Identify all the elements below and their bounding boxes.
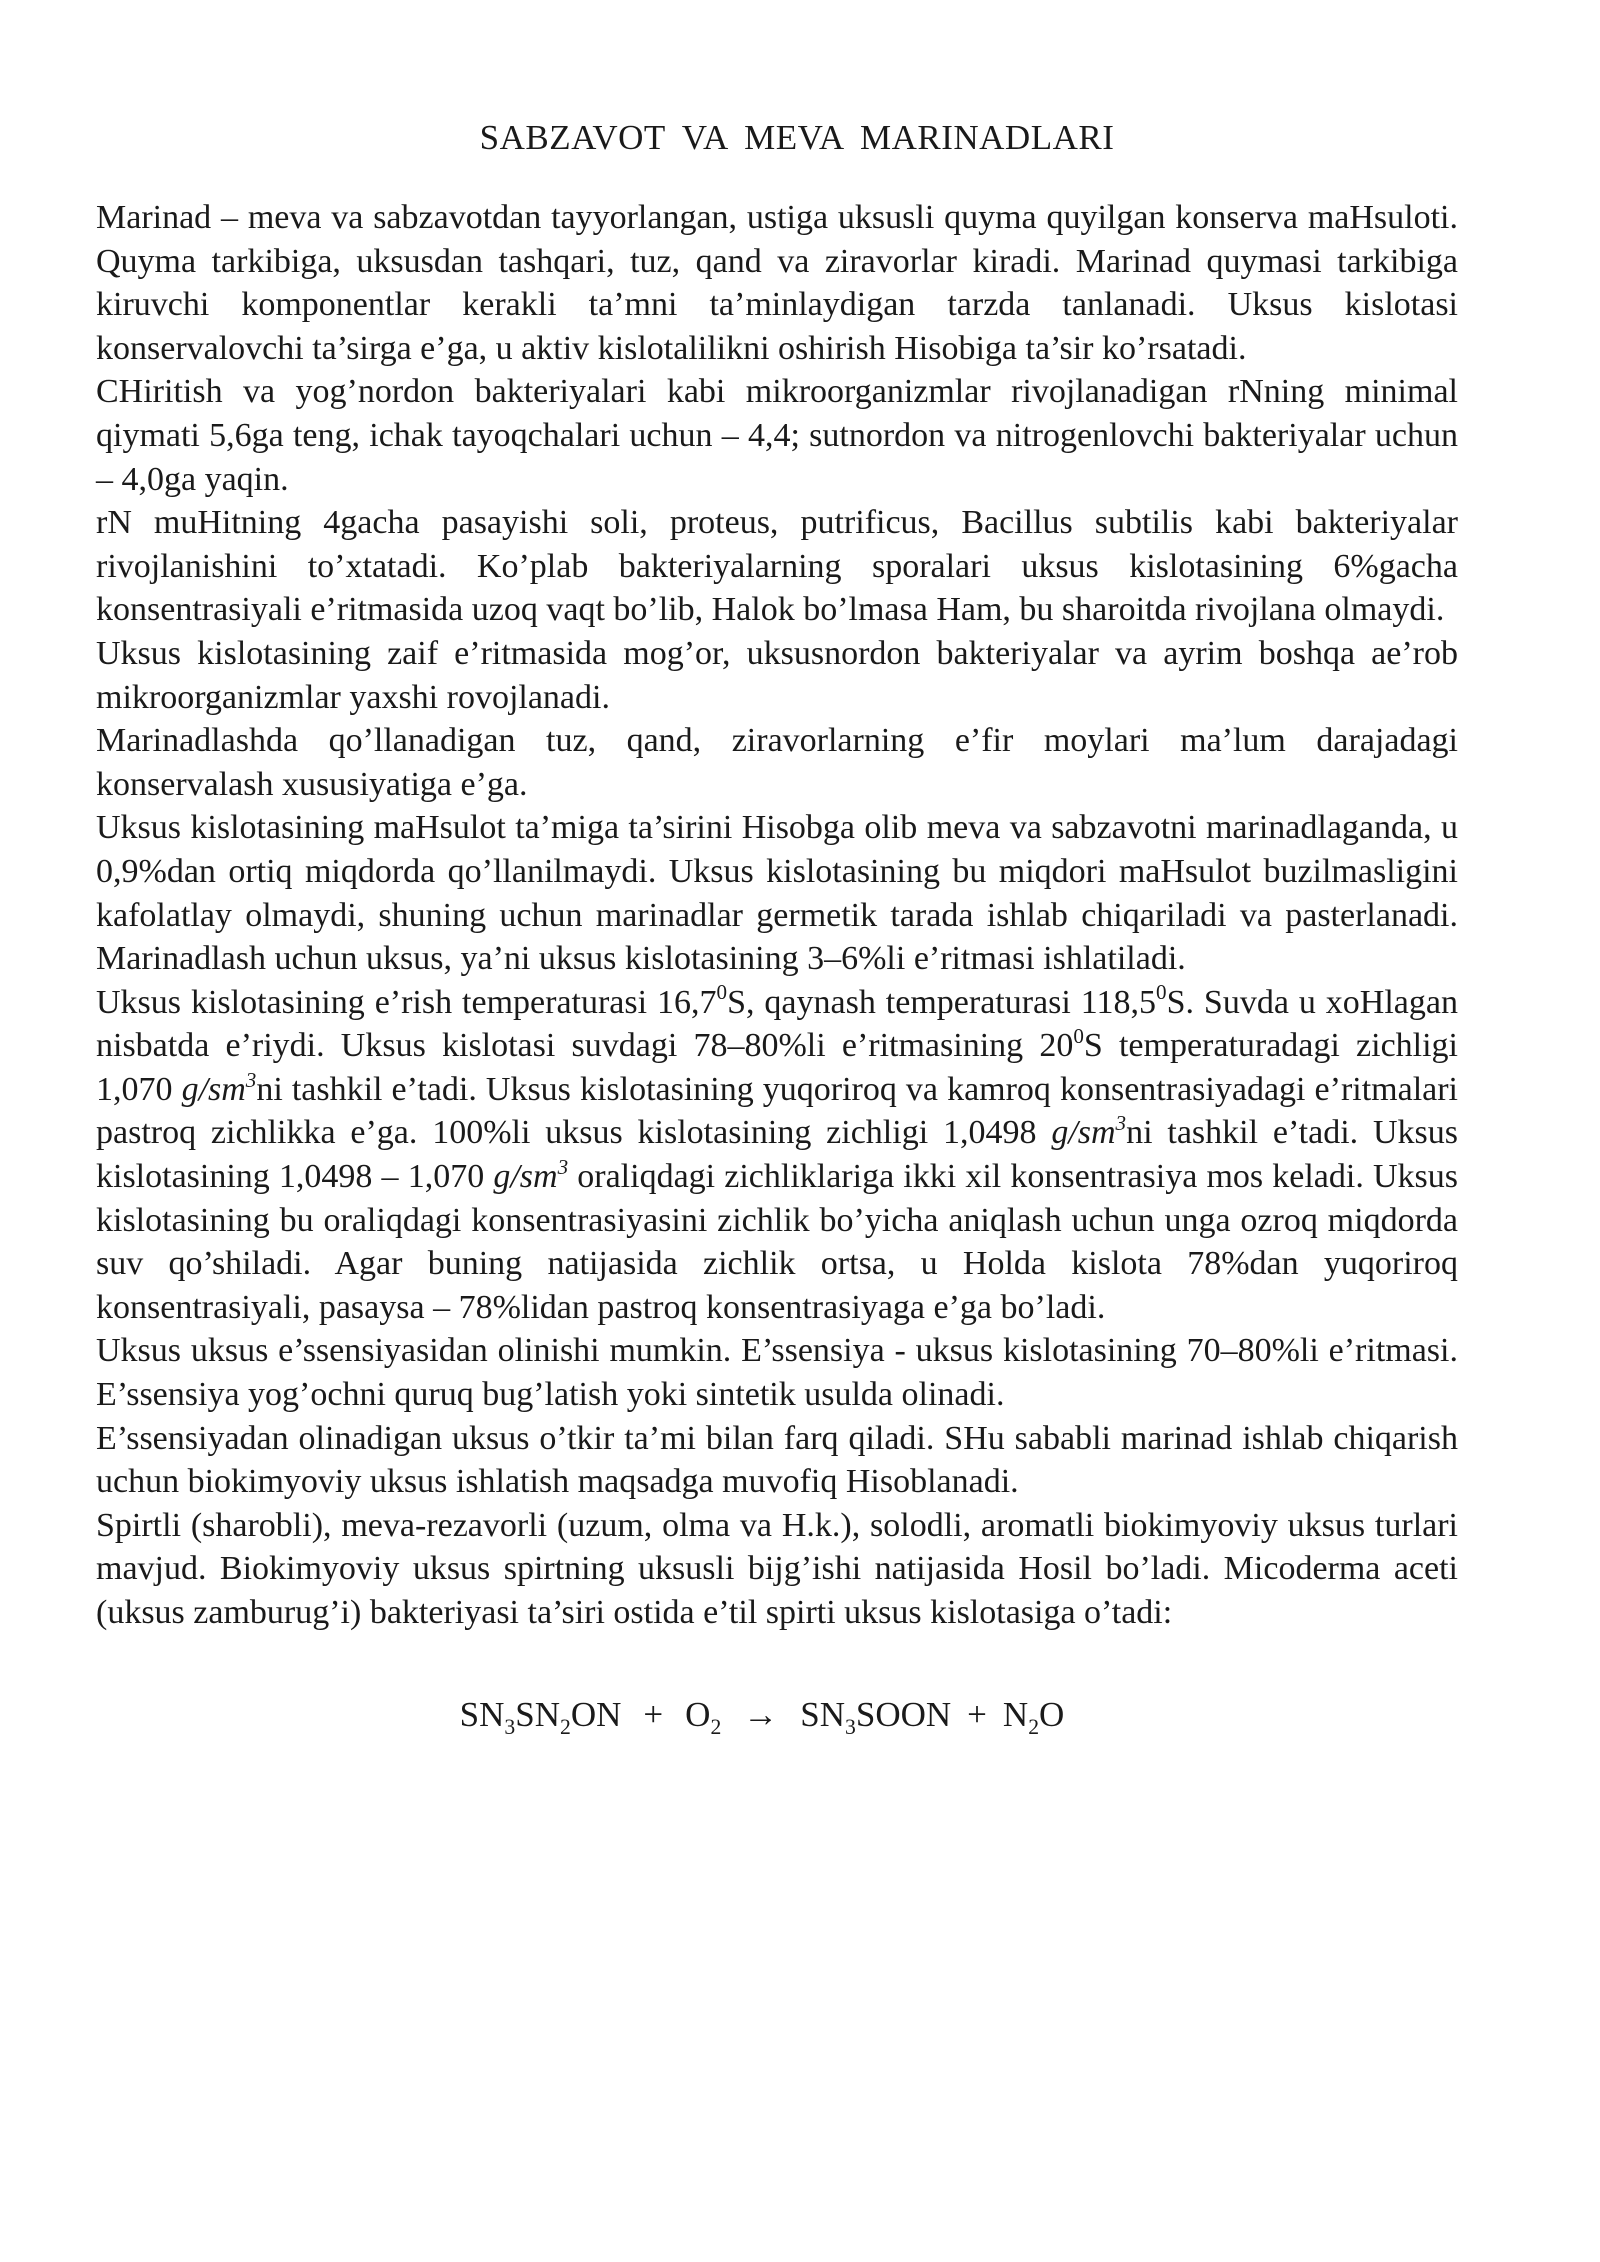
superscript: 0 — [716, 980, 728, 1005]
subscript: 3 — [504, 1714, 516, 1739]
formula-part: N — [1002, 1694, 1029, 1734]
paragraph: Uksus kislotasining maHsulot ta’miga ta’sirini Hisobga olib meva va sabzavotni marinadlaganda, u 0,9%dan ortiq miqdorda qo’llanilmaydi. Uksus kislotasining bu miqdori maHsulot buzilmasligini kafolatlay olmaydi, shuning uchun marinadlar germetik tarada ishlab chiqariladi va pasterlanadi. Marinadlash uchun uksus, ya’ni uksus kislotasining 3–6%li e’ritmasi ishlatiladi. — [96, 809, 1458, 978]
subscript: 3 — [845, 1714, 856, 1739]
text-run: S. Suvda u xoHlagan nisbatda e’riydi. Uksus kislotasi suvdagi 78–80%li e’ritmasining 20 — [96, 983, 1458, 1065]
formula-part: SOON — [855, 1694, 952, 1734]
density-paragraph — [96, 981, 1458, 1330]
paragraph: Spirtli (sharobli), meva-rezavorli (uzum, olma va H.k.), solodli, aromatli biokimyoviy uksus turlari mavjud. Biokimyoviy uksus spirtning uksusli bijg’ishi natijasida Hosil bo’ladi. Micoderma aceti (uksus zamburug’i) bakteriyasi ta’siri ostida e’til spirti uksus kislotasiga o’tadi: — [96, 1506, 1458, 1631]
superscript: 3 — [1115, 1111, 1127, 1136]
subscript: 2 — [1028, 1714, 1040, 1739]
paragraph: rN muHitning 4gacha pasayishi soli, proteus, putrificus, Bacillus subtilis kabi bakteriyalar rivojlanishini to’xtatadi. Ko’plab bakteriyalarning sporalari uksus kislotasining 6%gacha konsentrasiyali e’ritmasida uzoq vaqt bo’lib, Halok bo’lmasa Ham, bu sharoitda rivojlana olmaydi. — [96, 504, 1458, 629]
unit — [1051, 1111, 1127, 1152]
superscript: 0 — [1073, 1023, 1084, 1048]
unit — [493, 1154, 569, 1196]
unit-text: g/sm — [493, 1158, 558, 1196]
formula-part: O — [1039, 1694, 1065, 1734]
text-run: ni tashkil e’tadi. Uksus kislotasining yuqoriroq va kamroq konsentrasiyadagi e’ritmalari pastroq zichlikka e’ga. 100%li uksus kislotasining zichligi 1,0498 — [96, 1070, 1458, 1152]
unit — [181, 1067, 257, 1108]
paragraph: Uksus kislotasining zaif e’ritmasida mog’or, uksusnordon bakteriyalar va ayrim boshqa ae’rob mikroorganizmlar yaxshi rovojlanadi. — [96, 634, 1458, 716]
text-run: Uksus kislotasining e’rish temperaturasi 16,7 — [96, 983, 717, 1021]
formula-part: SN — [800, 1694, 846, 1734]
plus-sign: + — [643, 1694, 664, 1734]
paragraph: Marinadlashda qo’llanadigan tuz, qand, ziravorlarning e’fir moylari ma’lum darajadagi konservalash xususiyatiga e’ga. — [96, 722, 1458, 803]
superscript: 3 — [557, 1154, 569, 1179]
arrow-icon: → — [743, 1694, 779, 1734]
plus-sign: + — [967, 1694, 987, 1734]
subscript: 2 — [560, 1714, 571, 1739]
text-run: oraliqdagi zichliklariga ikki xil konsentrasiya mos keladi. Uksus kislotasining bu oraliqdagi konsentrasiyasini zichlik bo’yicha aniqlash uchun unga ozroq miqdorda suv qo’shiladi. Agar buning natijasida zichlik ortsa, u Holda kislota 78%dan yuqoriroq konsentrasiyali, pasaysa – 78%lidan pastroq konsentrasiyaga e’ga bo’ladi. — [96, 1158, 1458, 1326]
subscript: 2 — [710, 1714, 722, 1739]
paragraph: CHiritish va yog’nordon bakteriyalari kabi mikroorganizmlar rivojlanadigan rNning minimal qiymati 5,6ga teng, ichak tayoqchalari uchun – 4,4; sutnordon va nitrogenlovchi bakteriyalar uchun – 4,0ga yaqin. — [96, 373, 1458, 498]
text-run: S temperaturadagi zichligi 1,070 — [96, 1027, 1458, 1108]
document-body — [96, 196, 1458, 1635]
formula-part: SN — [515, 1694, 560, 1734]
superscript: 0 — [1156, 980, 1167, 1005]
document-title: SABZAVOT VA MEVA MARINADLARI — [479, 118, 1115, 157]
formula-part: SN — [459, 1694, 505, 1734]
paragraph: Uksus uksus e’ssensiyasidan olinishi mumkin. E’ssensiya - uksus kislotasining 70–80%li e’ritmasi. E’ssensiya yog’ochni quruq bug’latish yoki sintetik usulda olinadi. — [96, 1332, 1458, 1414]
chemical-equation — [96, 1693, 1458, 1737]
paragraph: E’ssensiyadan olinadigan uksus o’tkir ta’mi bilan farq qiladi. SHu sababli marinad ishlab chiqarish uchun biokimyoviy uksus ishlatish maqsadga muvofiq Hisoblanadi. — [96, 1419, 1458, 1501]
superscript: 3 — [245, 1067, 257, 1092]
unit-text: g/sm — [1051, 1114, 1116, 1152]
document-page — [96, 0, 1458, 1737]
text-run: ni tashkil e’tadi. Uksus kislotasining 1,0498 – 1,070 — [96, 1114, 1459, 1196]
unit-text: g/sm — [181, 1070, 246, 1108]
formula-part: O — [685, 1694, 711, 1734]
formula-part: ON — [570, 1694, 622, 1734]
text-run: S, qaynash temperaturasi 118,5 — [727, 983, 1157, 1021]
paragraph: Marinad – meva va sabzavotdan tayyorlangan, ustiga uksusli quyma quyilgan konserva maHsuloti. Quyma tarkibiga, uksusdan tashqari, tuz, qand va ziravorlar kiradi. Marinad quymasi tarkibiga kiruvchi komponentlar kerakli ta’mni ta’minlaydigan tarzda tanlanadi. Uksus kislotasi konservalovchi ta’sirga e’ga, u aktiv kislotalilikni oshirish Hisobiga ta’sir ko’rsatadi. — [96, 199, 1458, 367]
